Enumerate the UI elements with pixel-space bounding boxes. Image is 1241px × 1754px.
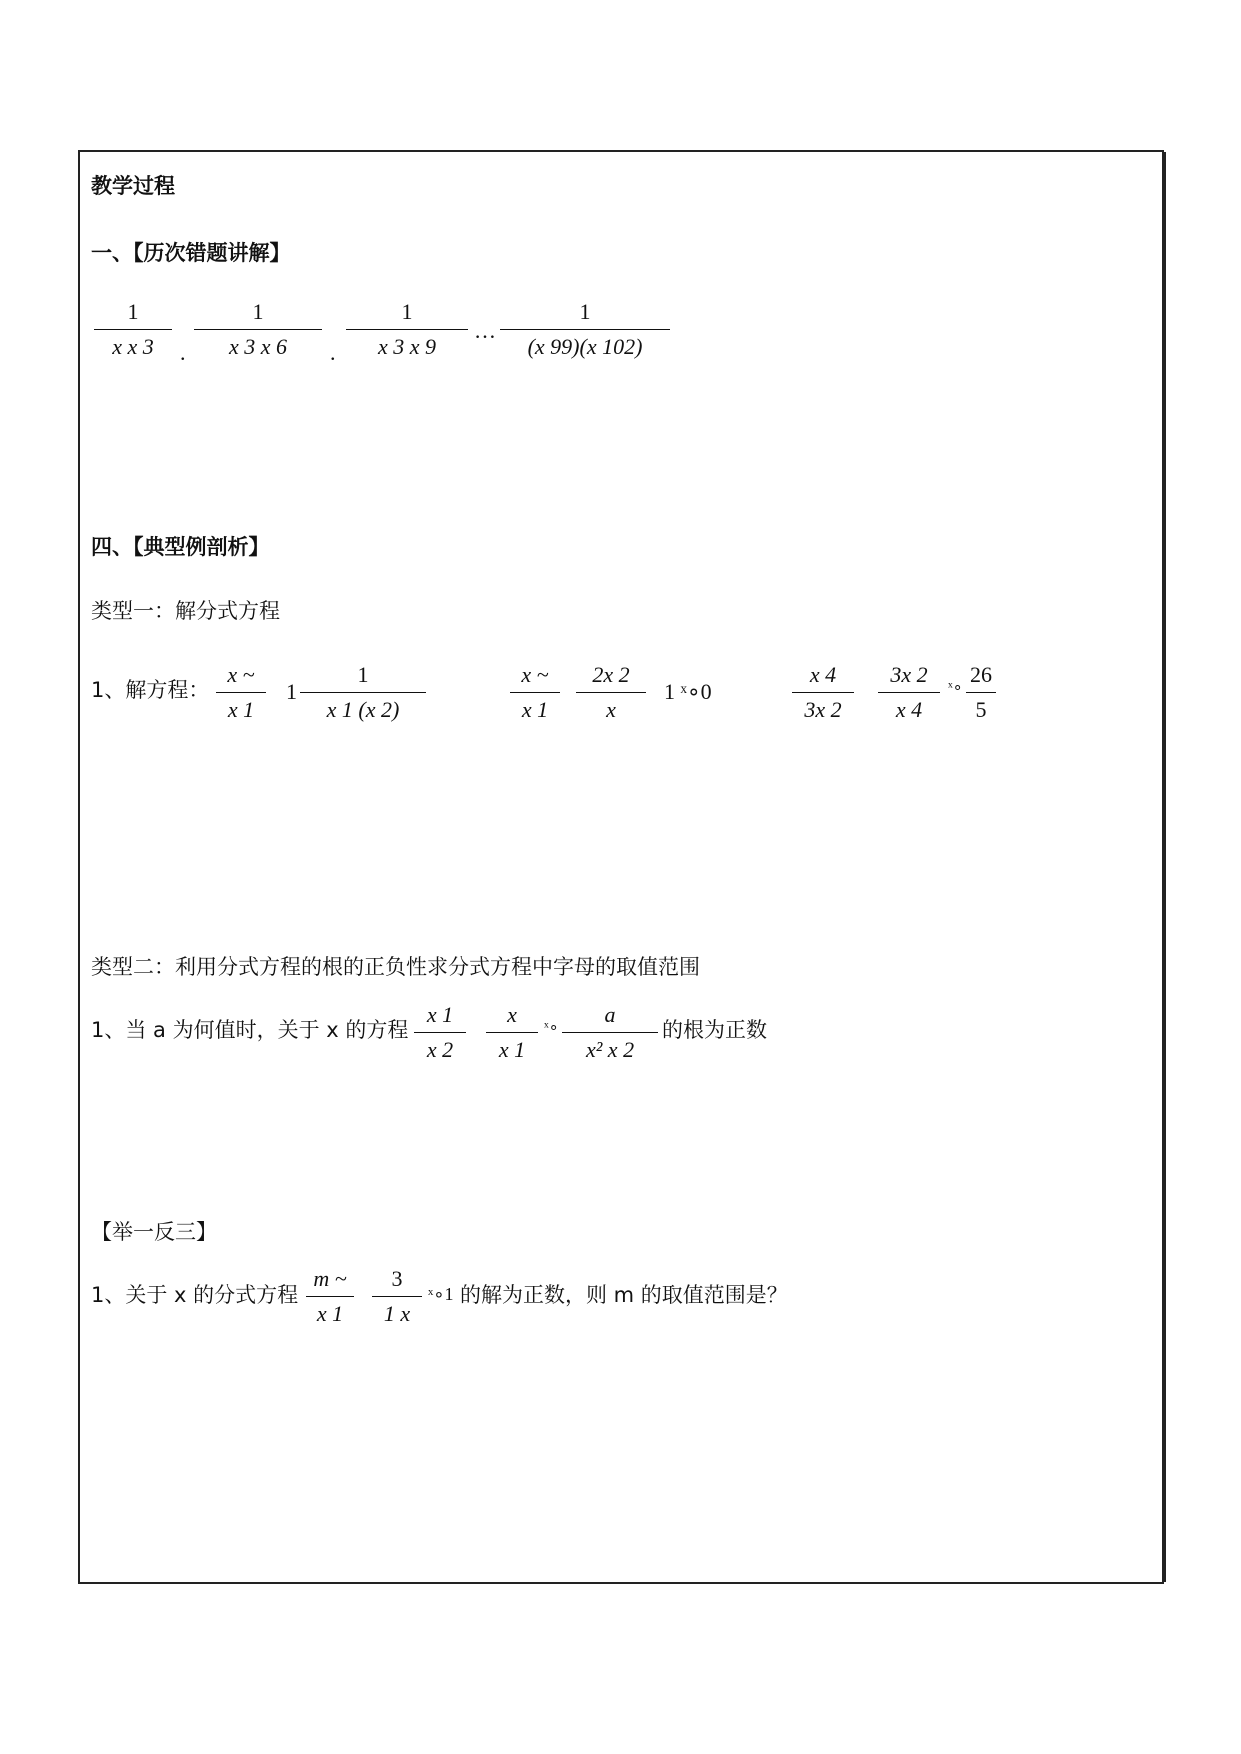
type2-f1-denominator: x 2	[426, 1037, 454, 1062]
practice-f1-denominator: x 1	[316, 1301, 344, 1326]
practice-q1-suffix: 的解为正数，则 m 的取值范围是？	[460, 1283, 788, 1307]
fraction-2-numerator: 1	[252, 299, 264, 324]
eq1-fraction-1	[216, 662, 266, 723]
eq2-f1-numerator: x ~	[521, 662, 549, 687]
fraction-1-numerator: 1	[127, 299, 139, 324]
fraction-1	[94, 299, 172, 360]
practice-equals: ˣ∘1	[428, 1284, 454, 1304]
fraction-1-denominator: x x 3	[112, 334, 154, 359]
type1-label: 类型一：解分式方程	[91, 599, 280, 623]
section1-heading: 一、【历次错题讲解】	[91, 241, 291, 265]
eq3-fraction-1	[792, 662, 854, 723]
practice-fraction-1	[306, 1266, 354, 1327]
comma-2: .	[330, 340, 336, 365]
eq3-f2-denominator: x 4	[895, 697, 923, 722]
eq1-fraction-2	[300, 662, 426, 723]
fraction-2-denominator: x 3 x 6	[228, 334, 288, 359]
type2-fraction-3	[562, 1002, 658, 1063]
comma-1: .	[180, 340, 186, 365]
eq2-fraction-1	[510, 662, 560, 723]
eq1-f1-numerator: x ~	[227, 662, 255, 687]
type2-q1-prefix: 1、当 a 为何值时，关于 x 的方程	[91, 1018, 409, 1042]
fraction-4-numerator: 1	[579, 299, 591, 324]
type2-f3-numerator: a	[604, 1002, 616, 1027]
eq1-f2-denominator: x 1 (x 2)	[326, 697, 400, 722]
type2-f2-numerator: x	[507, 1002, 517, 1027]
eq3-f3-numerator: 26	[970, 662, 992, 687]
eq3-f1-numerator: x 4	[809, 662, 837, 687]
type1-q1-prefix: 1、解方程：	[91, 678, 210, 702]
eq3-f1-denominator: 3x 2	[804, 697, 842, 722]
practice-f1-numerator: m ~	[313, 1266, 347, 1291]
eq1-f1-denominator: x 1	[227, 697, 255, 722]
section4-heading: 四、【典型例剖析】	[91, 535, 270, 559]
eq1-one: 1	[286, 679, 297, 704]
eq3-fraction-2	[878, 662, 940, 723]
eq2-f1-denominator: x 1	[521, 697, 549, 722]
lesson-frame	[78, 150, 1164, 1584]
type2-fraction-1	[414, 1002, 466, 1063]
eq2-f2-numerator: 2x 2	[592, 662, 630, 687]
practice-f2-denominator: 1 x	[383, 1301, 411, 1326]
eq1-f2-numerator: 1	[357, 662, 369, 687]
eq3-f2-numerator: 3x 2	[890, 662, 928, 687]
eq3-fraction-3	[966, 662, 996, 723]
fraction-3-numerator: 1	[401, 299, 413, 324]
type2-f3-denominator: x² x 2	[585, 1037, 635, 1062]
ellipsis: …	[474, 318, 496, 343]
fraction-4	[500, 299, 670, 360]
eq2-tail: 1 ˣ∘0	[664, 679, 712, 704]
type2-q1-suffix: 的根为正数	[662, 1018, 767, 1042]
practice-heading: 【举一反三】	[91, 1220, 217, 1244]
type2-f2-denominator: x 1	[498, 1037, 526, 1062]
fraction-4-denominator: (x 99)(x 102)	[527, 334, 643, 359]
practice-q1-prefix: 1、关于 x 的分式方程	[91, 1283, 299, 1307]
page-title: 教学过程	[91, 174, 175, 198]
type2-fraction-2	[486, 1002, 538, 1063]
fraction-3-denominator: x 3 x 9	[377, 334, 437, 359]
type2-label: 类型二：利用分式方程的根的正负性求分式方程中字母的取值范围	[91, 955, 700, 979]
practice-fraction-2	[372, 1266, 422, 1327]
eq3-equals: ˣ∘	[948, 679, 963, 696]
practice-f2-numerator: 3	[391, 1266, 403, 1291]
fraction-3	[346, 299, 468, 360]
eq2-fraction-2	[576, 662, 646, 723]
type2-f1-numerator: x 1	[426, 1002, 454, 1027]
eq2-f2-denominator: x	[606, 697, 616, 722]
type2-equals: ˣ∘	[544, 1019, 559, 1036]
fraction-2	[194, 299, 322, 360]
eq3-f3-denominator: 5	[975, 697, 987, 722]
